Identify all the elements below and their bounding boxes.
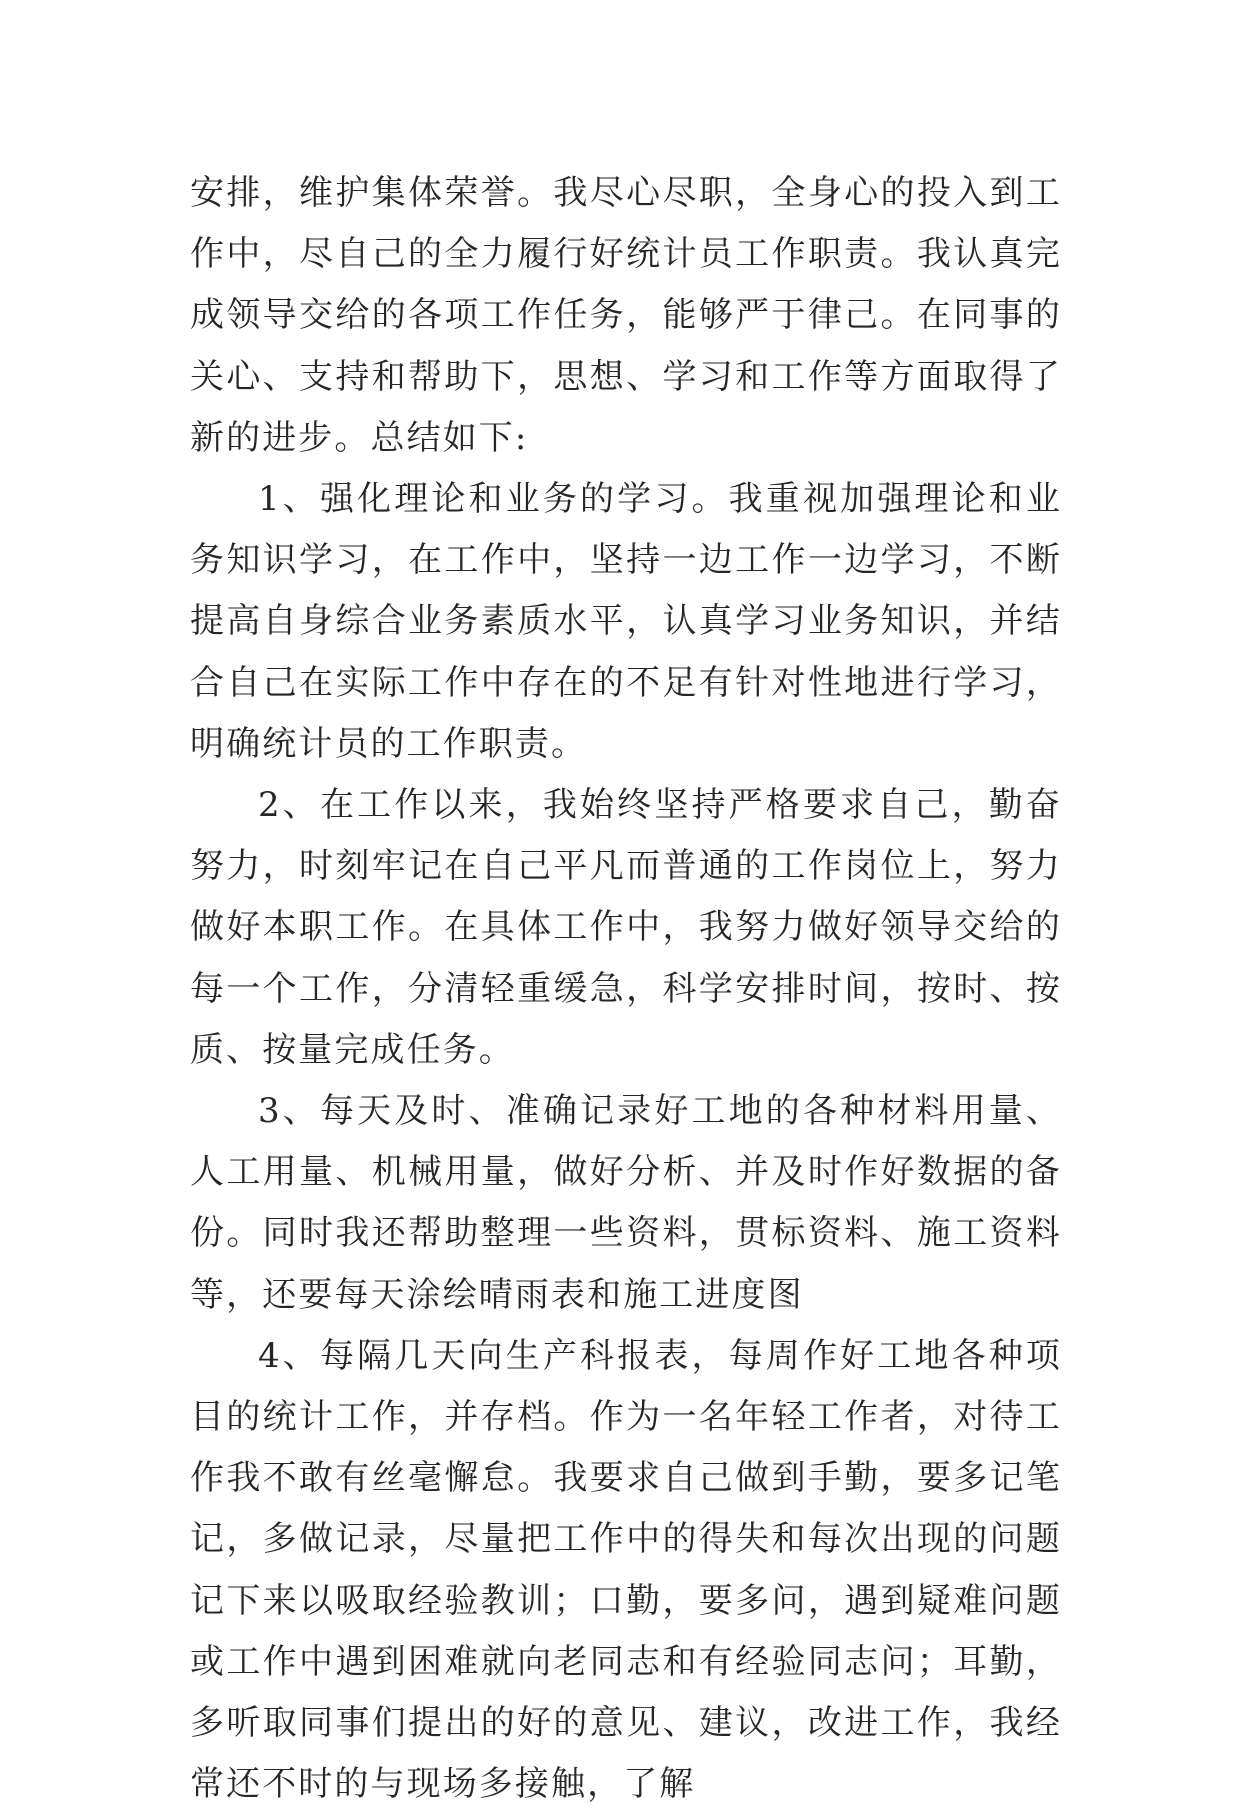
paragraph-item-1: 1、强化理论和业务的学习。我重视加强理论和业务知识学习，在工作中，坚持一边工作一边学习，不断提高自身综合业务素质水平，认真学习业务知识，并结合自己在实际工作中存在的不足有针对性地进行学习，明确统计员的工作职责。 <box>190 479 1062 764</box>
paragraph-intro: 安排，维护集体荣誉。我尽心尽职，全身心的投入到工作中，尽自己的全力履行好统计员工作职责。我认真完成领导交给的各项工作任务，能够严于律己。在同事的关心、支持和帮助下，思想、学习和工作等方面取得了新的进步。总结如下: <box>190 173 1062 458</box>
paragraph-item-3: 3、每天及时、准确记录好工地的各种材料用量、人工用量、机械用量，做好分析、并及时作好数据的备份。同时我还帮助整理一些资料，贯标资料、施工资料等，还要每天涂绘晴雨表和施工进度图 <box>190 1091 1062 1315</box>
paragraph-item-4: 4、每隔几天向生产科报表，每周作好工地各种项目的统计工作，并存档。作为一名年轻工作者，对待工作我不敢有丝毫懈怠。我要求自己做到手勤，要多记笔记，多做记录，尽量把工作中的得失和每次出现的问题记下来以吸取经验教训；口勤，要多问，遇到疑难问题或工作中遇到困难就向老同志和有经验同志问；耳勤，多听取同事们提出的好的意见、建议，改进工作，我经常还不时的与现场多接触，了解 <box>190 1335 1062 1805</box>
document-body <box>190 163 1062 1815</box>
paragraph-item-2: 2、在工作以来，我始终坚持严格要求自己，勤奋努力，时刻牢记在自己平凡而普通的工作岗位上，努力做好本职工作。在具体工作中，我努力做好领导交给的每一个工作，分清轻重缓急，科学安排时间，按时、按质、按量完成任务。 <box>190 785 1062 1070</box>
